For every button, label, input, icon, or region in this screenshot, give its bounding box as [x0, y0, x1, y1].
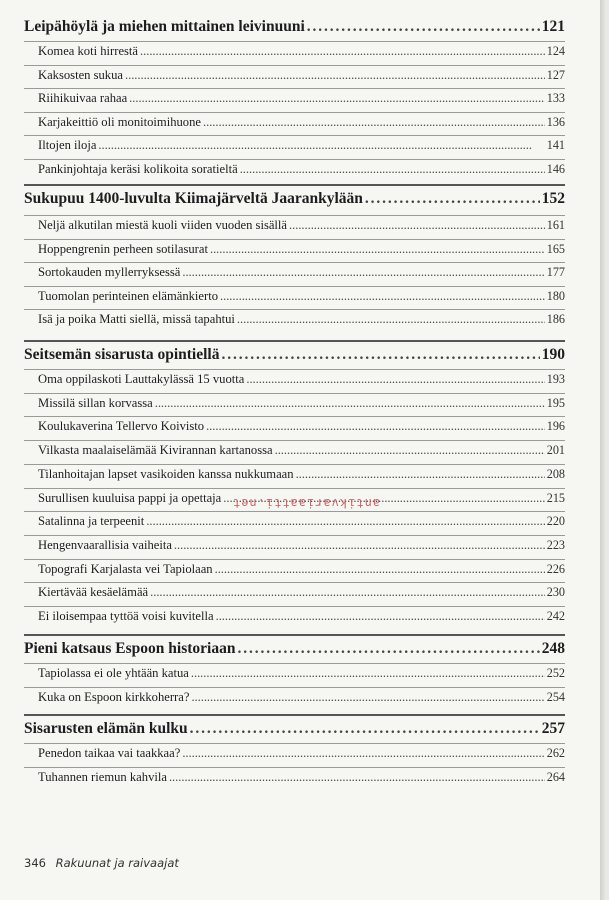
- section-entry: [38, 585, 565, 600]
- chapter-separator: [24, 340, 565, 342]
- section-page: 262: [546, 746, 565, 760]
- watermark-stamp: antikvariaatti.net: [232, 496, 381, 510]
- section-page: 193: [546, 372, 565, 386]
- section-page: 264: [546, 769, 565, 784]
- section-entry: [38, 312, 565, 327]
- leader-dots: [190, 720, 540, 738]
- section-entry: [38, 666, 565, 681]
- section-entry: [38, 562, 565, 577]
- section-page: 177: [546, 265, 565, 280]
- row-separator: [24, 535, 565, 536]
- chapter-title: Sisarusten elämän kulku: [24, 720, 188, 737]
- leader-dots: [191, 690, 544, 705]
- section-title: Isä ja poika Matti siellä, missä tapahtui: [38, 312, 235, 327]
- section-title: Oma oppilaskoti Lauttakylässä 15 vuotta: [38, 372, 245, 386]
- section-page: 215: [546, 490, 565, 505]
- row-separator: [24, 440, 565, 441]
- row-separator: [24, 559, 565, 560]
- leader-dots: [174, 538, 545, 553]
- section-title: Ei iloisempaa tyttöä voisi kuvitella: [38, 609, 214, 623]
- leader-dots: [215, 562, 545, 577]
- chapter-entry: [24, 18, 565, 36]
- section-entry: [38, 115, 565, 130]
- leader-dots: [220, 289, 545, 304]
- section-title: Satalinna ja terpeenit: [38, 514, 145, 529]
- row-separator: [24, 112, 565, 113]
- chapter-entry: [24, 640, 565, 658]
- section-entry: [38, 443, 565, 458]
- page-number: 346: [24, 856, 46, 870]
- section-entry: [38, 609, 565, 624]
- row-separator: [24, 416, 565, 417]
- section-title: Missilä sillan korvassa: [38, 395, 153, 410]
- chapter-page: 121: [541, 18, 565, 35]
- row-separator: [24, 215, 565, 216]
- chapter-title: Seitsemän sisarusta opintiellä: [24, 346, 220, 363]
- section-page: 220: [546, 514, 565, 529]
- section-page: 201: [546, 443, 565, 458]
- section-page: 223: [546, 537, 565, 552]
- chapter-separator: [24, 634, 565, 636]
- section-title: Tuhannen riemun kahvila: [38, 769, 167, 784]
- leader-dots: [221, 346, 539, 364]
- row-separator: [24, 65, 565, 66]
- section-page: 165: [546, 241, 565, 256]
- section-entry: [38, 265, 565, 280]
- leader-dots: [182, 265, 544, 280]
- section-page: 226: [546, 561, 565, 576]
- chapter-page: 190: [541, 346, 565, 363]
- section-title: Iltojen iloja: [38, 138, 97, 152]
- section-entry: [38, 162, 565, 177]
- row-separator: [24, 393, 565, 394]
- row-separator: [24, 582, 565, 583]
- section-title: Surullisen kuuluisa pappi ja opettaja: [38, 490, 222, 505]
- section-entry: [38, 372, 565, 387]
- section-page: 195: [546, 395, 565, 410]
- section-entry: [38, 467, 565, 482]
- leader-dots: [296, 467, 545, 482]
- section-title: Hoppengrenin perheen sotilasurat: [38, 241, 208, 256]
- leader-dots: [203, 115, 545, 130]
- leader-dots: [246, 372, 544, 387]
- section-entry: [38, 419, 565, 434]
- section-title: Neljä alkutilan miestä kuoli viiden vuoden sisällä: [38, 218, 288, 232]
- row-separator: [24, 767, 565, 768]
- leader-dots: [216, 609, 545, 624]
- section-entry: [38, 746, 565, 761]
- section-entry: [38, 242, 565, 257]
- leader-dots: [125, 68, 545, 83]
- section-title: Topografi Karjalasta vei Tapiolaan: [38, 561, 213, 576]
- chapter-entry: [24, 720, 565, 738]
- section-page: 208: [546, 466, 565, 481]
- section-page: 186: [546, 312, 565, 327]
- row-separator: [24, 88, 565, 89]
- section-page: 146: [546, 161, 565, 176]
- section-title: Sortokauden myllerryksessä: [38, 265, 181, 280]
- page-footer: [24, 856, 179, 870]
- leader-dots: [191, 666, 545, 681]
- section-title: Vilkasta maalaiselämää Kivirannan kartanossa: [38, 443, 273, 458]
- section-entry: [38, 218, 565, 233]
- row-separator: [24, 262, 565, 263]
- leader-dots: [365, 190, 540, 208]
- chapter-page: 257: [541, 720, 565, 737]
- chapter-separator: [24, 714, 565, 716]
- leader-dots: [289, 218, 545, 233]
- chapter-entry: [24, 346, 565, 364]
- row-separator: [24, 41, 565, 42]
- section-title: Tapiolassa ei ole yhtään katua: [38, 666, 189, 680]
- row-separator: [24, 464, 565, 465]
- section-entry: [38, 690, 565, 705]
- section-page: 180: [546, 288, 565, 303]
- section-page: 127: [546, 67, 565, 82]
- section-entry: [38, 396, 565, 411]
- section-page: 252: [546, 666, 565, 680]
- leader-dots: [237, 312, 545, 327]
- section-title: Komea koti hirrestä: [38, 44, 139, 58]
- section-entry: [38, 138, 565, 153]
- leader-dots: [240, 162, 545, 177]
- section-entry: [38, 91, 565, 106]
- section-title: Pankinjohtaja keräsi kolikoita soratieltä: [38, 161, 238, 176]
- chapter-entry: [24, 190, 565, 208]
- section-page: 133: [546, 91, 565, 105]
- leader-dots: [237, 640, 539, 658]
- running-title: Rakuunat ja raivaajat: [55, 856, 179, 870]
- section-page: 196: [546, 419, 565, 434]
- row-separator: [24, 239, 565, 240]
- chapter-title: Sukupuu 1400-luvulta Kiimajärveltä Jaarankylään: [24, 190, 363, 207]
- leader-dots: [140, 44, 545, 59]
- row-separator: [24, 369, 565, 370]
- leader-dots: [150, 585, 545, 600]
- chapter-page: 248: [541, 640, 565, 657]
- row-separator: [24, 135, 565, 136]
- section-page: 141: [546, 138, 565, 152]
- leader-dots: [98, 138, 544, 153]
- section-title: Kiertävää kesäelämää: [38, 585, 149, 600]
- row-separator: [24, 687, 565, 688]
- row-separator: [24, 309, 565, 310]
- section-title: Karjakeittiö oli monitoimihuone: [38, 114, 201, 129]
- chapter-title: Pieni katsaus Espoon historiaan: [24, 640, 236, 657]
- section-entry: [38, 289, 565, 304]
- section-title: Koulukaverina Tellervo Koivisto: [38, 419, 205, 434]
- leader-dots: [169, 770, 545, 785]
- leader-dots: [307, 18, 540, 36]
- row-separator: [24, 663, 565, 664]
- section-entry: [38, 68, 565, 83]
- leader-dots: [129, 91, 545, 106]
- section-page: 242: [546, 609, 565, 623]
- section-title: Tuomolan perinteinen elämänkierto: [38, 288, 219, 303]
- section-entry: [38, 514, 565, 529]
- section-title: Kaksosten sukua: [38, 67, 123, 82]
- chapter-separator: [24, 184, 565, 186]
- row-separator: [24, 606, 565, 607]
- section-page: 124: [546, 44, 565, 58]
- leader-dots: [206, 419, 545, 434]
- section-entry: [38, 538, 565, 553]
- section-title: Riihikuivaa rahaa: [38, 91, 128, 105]
- chapter-title: Leipähöylä ja miehen mittainen leivinuuni: [24, 18, 305, 35]
- leader-dots: [146, 514, 544, 529]
- leader-dots: [210, 242, 545, 257]
- leader-dots: [275, 443, 545, 458]
- section-entry: [38, 770, 565, 785]
- section-title: Tilanhoitajan lapset vasikoiden kanssa nukkumaan: [38, 466, 294, 481]
- row-separator: [24, 159, 565, 160]
- row-separator: [24, 286, 565, 287]
- row-separator: [24, 511, 565, 512]
- leader-dots: [182, 746, 544, 761]
- section-title: Hengenvaarallisia vaiheita: [38, 537, 172, 552]
- chapter-page: 152: [541, 190, 565, 207]
- leader-dots: [155, 396, 545, 411]
- section-page: 136: [546, 114, 565, 129]
- row-separator: [24, 488, 565, 489]
- section-entry: [38, 44, 565, 59]
- section-page: 254: [546, 689, 565, 704]
- section-page: 161: [546, 218, 565, 232]
- section-title: Penedon taikaa vai taakkaa?: [38, 746, 181, 760]
- row-separator: [24, 743, 565, 744]
- section-page: 230: [546, 585, 565, 600]
- section-title: Kuka on Espoon kirkkoherra?: [38, 689, 190, 704]
